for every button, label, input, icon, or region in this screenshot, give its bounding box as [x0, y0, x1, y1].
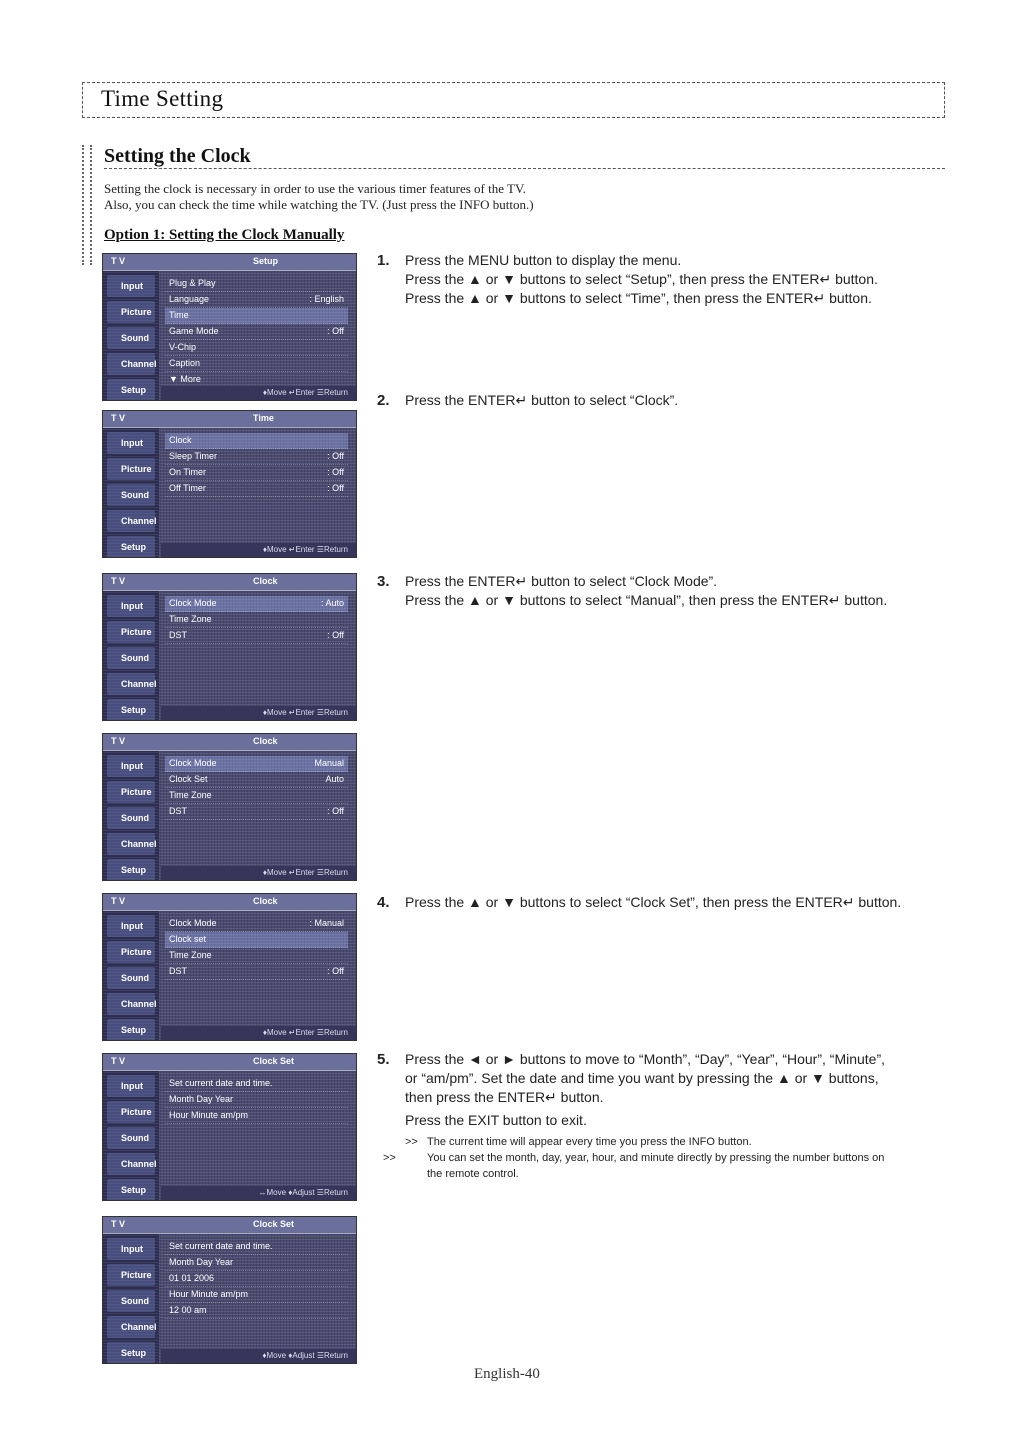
- tv-menu-tab: Picture: [107, 781, 155, 803]
- tv-menu-row-label: On Timer: [169, 467, 207, 477]
- tv-menu-row-label: Clock: [169, 435, 192, 445]
- tv-menu-row: [165, 1271, 348, 1287]
- option-heading: Option 1: Setting the Clock Manually: [104, 227, 345, 243]
- tv-menu-tab: Sound: [107, 807, 155, 829]
- step-number: 1.: [377, 252, 390, 269]
- tv-menu-row-label: Hour Minute am/pm: [169, 1289, 249, 1299]
- step-number: 3.: [377, 573, 390, 590]
- tv-menu-topbar: [103, 411, 356, 428]
- note-text: The current time will appear every time you press the INFO button.: [427, 1136, 752, 1148]
- tv-menu-items: [165, 916, 348, 980]
- tv-menu-topbar: [103, 254, 356, 271]
- tv-menu-items: [165, 276, 348, 388]
- tv-menu-help-bar: ↔Move ♦Adjust ☰Return: [161, 1186, 356, 1200]
- tv-menu-row-label: 01 01 2006: [169, 1273, 215, 1283]
- tv-menu-tab: Input: [107, 1075, 155, 1097]
- tv-menu-tab: Sound: [107, 967, 155, 989]
- intro-line: Setting the clock is necessary in order to use the various timer features of the TV.: [104, 181, 526, 196]
- tv-menu-help-bar: ♦Move ♦Adjust ☰Return: [161, 1349, 356, 1363]
- tv-menu-row-label: Clock Mode: [169, 758, 217, 768]
- tv-menu-screen: [102, 573, 357, 721]
- tv-menu-row-value: : Off: [327, 451, 344, 461]
- tv-menu-row: [165, 628, 348, 644]
- note: [405, 1134, 965, 1150]
- tv-menu-tab: Setup: [107, 1342, 155, 1364]
- tv-menu-row-value: Manual: [314, 758, 344, 768]
- step-number: 5.: [377, 1051, 390, 1068]
- tv-menu-tab: Channel: [107, 1316, 155, 1338]
- tv-menu-tabs: [103, 1234, 159, 1364]
- tv-menu-tab: Channel: [107, 510, 155, 532]
- tv-menu-row: [165, 756, 348, 772]
- tv-menu-tab: Channel: [107, 833, 155, 855]
- tv-menu-tab: Input: [107, 915, 155, 937]
- tv-menu-help-bar: ♦Move ↵Enter ☰Return: [161, 543, 356, 557]
- tv-menu-tab: Sound: [107, 647, 155, 669]
- note-arrow-icon: >>: [405, 1136, 418, 1148]
- tv-menu-title: Time: [253, 413, 274, 423]
- tv-menu-tab: Picture: [107, 941, 155, 963]
- tv-menu-row-label: 12 00 am: [169, 1305, 207, 1315]
- tv-menu-row-label: Set current date and time.: [169, 1241, 273, 1251]
- tv-menu-row: [165, 1076, 348, 1092]
- tv-menu-title: Clock Set: [253, 1056, 295, 1066]
- tv-menu-row-label: Caption: [169, 358, 201, 368]
- tv-menu-items: [165, 433, 348, 497]
- tv-menu-row: [165, 964, 348, 980]
- step-line: or “am/pm”. Set the date and time you want by pressing the ▲ or ▼ buttons,: [405, 1070, 879, 1086]
- tv-menu-tab: Sound: [107, 1290, 155, 1312]
- tv-menu-row-label: Sleep Timer: [169, 451, 218, 461]
- step-line: Press the MENU button to display the menu.: [405, 252, 682, 268]
- tv-menu-row-label: Hour Minute am/pm: [169, 1110, 249, 1120]
- tv-menu-row: [165, 596, 348, 612]
- tv-menu-tab: Channel: [107, 353, 155, 375]
- tv-menu-row-value: : Off: [327, 326, 344, 336]
- tv-menu-topbar: [103, 734, 356, 751]
- tv-menu-topbar: [103, 894, 356, 911]
- tv-menu-row: [165, 1287, 348, 1303]
- tv-menu-title: Setup: [253, 256, 279, 266]
- tv-menu-tab: Setup: [107, 536, 155, 558]
- tv-menu-title: Clock: [253, 576, 278, 586]
- tv-menu-row: [165, 276, 348, 292]
- tv-menu-items: [165, 1239, 348, 1319]
- tv-label: T V: [111, 896, 126, 906]
- tv-menu-tabs: [103, 428, 159, 558]
- tv-menu-tab: Channel: [107, 1153, 155, 1175]
- section-marker: [82, 145, 92, 265]
- tv-menu-row-value: : Off: [327, 966, 344, 976]
- step-line: Press the ENTER↵ button to select “Clock Mode”.: [405, 573, 718, 589]
- note-arrow-icon: >>: [383, 1152, 396, 1164]
- tv-menu-topbar: [103, 1054, 356, 1071]
- tv-menu-row: [165, 932, 348, 948]
- tv-menu-tab: Input: [107, 595, 155, 617]
- tv-menu-row: [165, 916, 348, 932]
- tv-menu-row-label: Clock Mode: [169, 918, 217, 928]
- tv-menu-row-label: Clock Set: [169, 774, 208, 784]
- tv-menu-tab: Input: [107, 755, 155, 777]
- step-line: Press the ▲ or ▼ buttons to select “Manual”, then press the ENTER↵ button.: [405, 592, 888, 608]
- tv-menu-screen: [102, 253, 357, 401]
- tv-menu-row-label: Time Zone: [169, 790, 212, 800]
- tv-menu-row: [165, 804, 348, 820]
- tv-menu-title: Clock: [253, 736, 278, 746]
- tv-menu-row-label: DST: [169, 630, 187, 640]
- note-text: You can set the month, day, year, hour, and minute directly by pressing the number buttons on the remote control.: [427, 1152, 885, 1180]
- tv-menu-tab: Input: [107, 275, 155, 297]
- tv-menu-row-label: Time Zone: [169, 614, 212, 624]
- tv-label: T V: [111, 736, 126, 746]
- step-line: then press the ENTER↵ button.: [405, 1089, 604, 1105]
- tv-menu-title: Clock: [253, 896, 278, 906]
- tv-menu-topbar: [103, 574, 356, 591]
- tv-menu-screen: [102, 1053, 357, 1201]
- tv-label: T V: [111, 1219, 126, 1229]
- tv-menu-tab: Input: [107, 1238, 155, 1260]
- tv-menu-row: [165, 433, 348, 449]
- step-line: Press the ENTER↵ button to select “Clock”.: [405, 392, 679, 408]
- tv-menu-help-bar: ♦Move ↵Enter ☰Return: [161, 866, 356, 880]
- tv-menu-screen: [102, 733, 357, 881]
- tv-menu-tab: Picture: [107, 1264, 155, 1286]
- section-divider: [104, 168, 945, 169]
- tv-menu-title: Clock Set: [253, 1219, 295, 1229]
- section-title: Setting the Clock: [104, 145, 251, 167]
- section-intro: [104, 181, 534, 213]
- tv-menu-row: [165, 1303, 348, 1319]
- tv-menu-items: [165, 596, 348, 644]
- tv-menu-row-label: Month Day Year: [169, 1257, 234, 1267]
- tv-menu-row: [165, 340, 348, 356]
- tv-menu-tab: Picture: [107, 458, 155, 480]
- tv-menu-row-value: : Off: [327, 483, 344, 493]
- tv-menu-row: [165, 481, 348, 497]
- tv-menu-screen: [102, 1216, 357, 1364]
- step-line: Press the ◄ or ► buttons to move to “Month”, “Day”, “Year”, “Hour”, “Minute”,: [405, 1051, 886, 1067]
- tv-menu-tabs: [103, 271, 159, 401]
- tv-menu-tab: Setup: [107, 859, 155, 881]
- page-footer: English-40: [474, 1366, 540, 1382]
- tv-label: T V: [111, 413, 126, 423]
- tv-menu-row: [165, 1092, 348, 1108]
- tv-menu-row-label: DST: [169, 806, 187, 816]
- tv-menu-tab: Setup: [107, 699, 155, 721]
- tv-menu-row-label: Game Mode: [169, 326, 219, 336]
- tv-menu-row-label: Off Timer: [169, 483, 206, 493]
- tv-menu-row: [165, 948, 348, 964]
- tv-menu-row: [165, 1239, 348, 1255]
- step-line: Press the ▲ or ▼ buttons to select “Time”, then press the ENTER↵ button.: [405, 290, 872, 306]
- step-line: Press the ▲ or ▼ buttons to select “Setup”, then press the ENTER↵ button.: [405, 271, 878, 287]
- page-title: Time Setting: [101, 86, 224, 111]
- tv-label: T V: [111, 1056, 126, 1066]
- tv-menu-tab: Sound: [107, 1127, 155, 1149]
- tv-menu-tabs: [103, 1071, 159, 1201]
- tv-menu-row-value: : Auto: [320, 598, 344, 608]
- tv-menu-row-label: Month Day Year: [169, 1094, 234, 1104]
- tv-menu-tabs: [103, 751, 159, 881]
- tv-menu-tabs: [103, 591, 159, 721]
- tv-menu-row-label: DST: [169, 966, 187, 976]
- tv-menu-row-value: : Manual: [309, 918, 344, 928]
- tv-menu-row-label: Set current date and time.: [169, 1078, 273, 1088]
- step-line: Press the EXIT button to exit.: [405, 1112, 587, 1128]
- tv-menu-row-label: Clock set: [169, 934, 207, 944]
- tv-menu-items: [165, 756, 348, 820]
- tv-menu-row: [165, 308, 348, 324]
- tv-menu-screen: [102, 893, 357, 1041]
- tv-menu-help-bar: ♦Move ↵Enter ☰Return: [161, 386, 356, 400]
- tv-menu-row: [165, 356, 348, 372]
- tv-label: T V: [111, 576, 126, 586]
- intro-line: Also, you can check the time while watching the TV. (Just press the INFO button.): [104, 197, 534, 212]
- tv-menu-row: [165, 612, 348, 628]
- tv-menu-tab: Channel: [107, 673, 155, 695]
- tv-menu-tab: Sound: [107, 484, 155, 506]
- tv-menu-tabs: [103, 911, 159, 1041]
- tv-menu-row-value: : Off: [327, 630, 344, 640]
- tv-menu-row-value: : English: [309, 294, 344, 304]
- tv-menu-row-label: Time Zone: [169, 950, 212, 960]
- tv-menu-tab: Sound: [107, 327, 155, 349]
- step-line: Press the ▲ or ▼ buttons to select “Clock Set”, then press the ENTER↵ button.: [405, 894, 902, 910]
- tv-menu-row-label: ▼ More: [169, 374, 201, 384]
- tv-menu-tab: Picture: [107, 621, 155, 643]
- tv-menu-tab: Setup: [107, 379, 155, 401]
- tv-menu-help-bar: ♦Move ↵Enter ☰Return: [161, 1026, 356, 1040]
- step-number: 2.: [377, 392, 390, 409]
- tv-menu-row: [165, 1108, 348, 1124]
- tv-menu-row: [165, 1255, 348, 1271]
- tv-menu-row-label: Time: [169, 310, 189, 320]
- tv-menu-row: [165, 788, 348, 804]
- tv-menu-row: [165, 772, 348, 788]
- tv-menu-screen: [102, 410, 357, 558]
- tv-menu-row-label: Clock Mode: [169, 598, 217, 608]
- tv-menu-row-value: : Off: [327, 467, 344, 477]
- tv-menu-row: [165, 449, 348, 465]
- tv-menu-row-label: V-Chip: [169, 342, 197, 352]
- tv-menu-topbar: [103, 1217, 356, 1234]
- tv-menu-tab: Setup: [107, 1019, 155, 1041]
- step-number: 4.: [377, 894, 390, 911]
- tv-menu-row-label: Plug & Play: [169, 278, 216, 288]
- tv-menu-tab: Setup: [107, 1179, 155, 1201]
- tv-menu-tab: Channel: [107, 993, 155, 1015]
- tv-menu-row-value: Auto: [325, 774, 344, 784]
- tv-menu-tab: Picture: [107, 301, 155, 323]
- tv-menu-tab: Picture: [107, 1101, 155, 1123]
- tv-menu-items: [165, 1076, 348, 1124]
- tv-menu-row: [165, 465, 348, 481]
- tv-menu-help-bar: ♦Move ↵Enter ☰Return: [161, 706, 356, 720]
- tv-menu-row-label: Language: [169, 294, 210, 304]
- tv-label: T V: [111, 256, 126, 266]
- note: [383, 1150, 897, 1182]
- tv-menu-tab: Input: [107, 432, 155, 454]
- tv-menu-row-value: : Off: [327, 806, 344, 816]
- tv-menu-row: [165, 324, 348, 340]
- page-header: [82, 82, 945, 118]
- tv-menu-row: [165, 292, 348, 308]
